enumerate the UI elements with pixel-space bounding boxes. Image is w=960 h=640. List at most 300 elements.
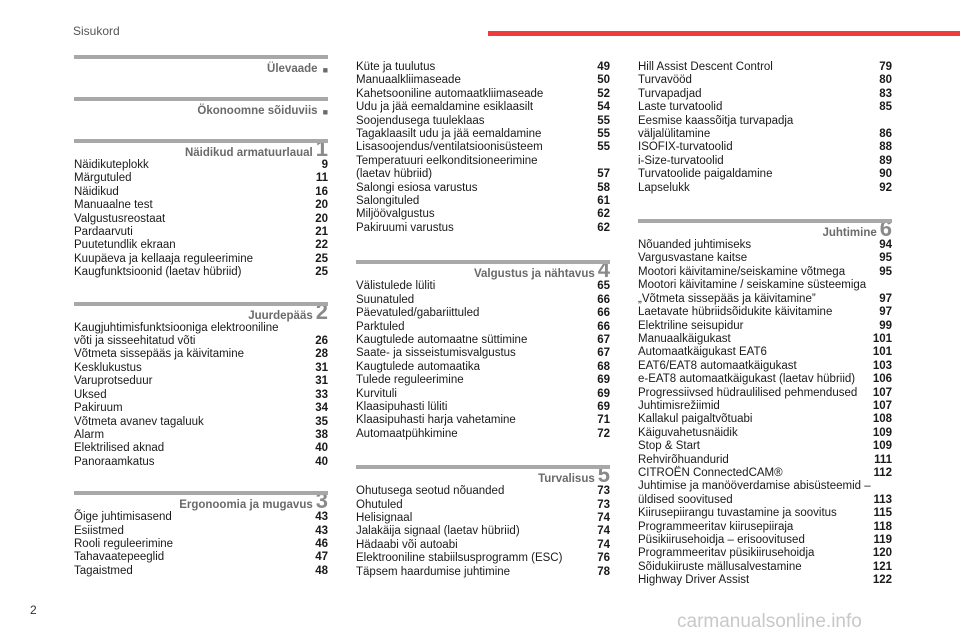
toc-entry[interactable] (638, 266, 892, 279)
toc-column-2 (356, 55, 610, 579)
toc-entry[interactable] (356, 388, 610, 401)
toc-entry-page: 28 (315, 348, 328, 361)
toc-entry-title: Kaugjuhtimisfunktsiooniga elektrooniline (74, 321, 279, 334)
toc-entry[interactable] (74, 322, 328, 335)
toc-entry[interactable] (356, 539, 610, 552)
toc-entry[interactable] (356, 552, 610, 565)
toc-entry-list (74, 322, 328, 469)
toc-entry-page: 54 (597, 101, 610, 114)
toc-entry-title: Programmeeritav püsikiirusehoidja (638, 547, 815, 560)
toc-entry-page: 106 (872, 373, 892, 386)
section-title[interactable]: Turvalisus (538, 473, 595, 486)
toc-entry-page: 80 (879, 74, 892, 87)
toc-entry-title: Märgutuled (74, 172, 132, 185)
toc-entry[interactable] (356, 155, 610, 168)
toc-entry[interactable] (356, 182, 610, 195)
toc-entry[interactable] (638, 293, 892, 306)
section-title[interactable]: Juhtimine (822, 227, 877, 240)
toc-entry[interactable] (356, 428, 610, 441)
toc-entry-page: 119 (873, 534, 892, 546)
toc-entry[interactable] (74, 213, 328, 226)
toc-entry[interactable] (74, 416, 328, 429)
toc-entry-page: 107 (872, 399, 892, 412)
toc-entry[interactable] (638, 400, 892, 413)
toc-entry[interactable] (638, 494, 892, 507)
toc-entry-page: 112 (873, 466, 892, 479)
toc-entry-page: 66 (597, 307, 610, 320)
toc-entry-page: 115 (873, 507, 892, 520)
section-rule (356, 260, 610, 264)
toc-entry-page: 33 (315, 388, 328, 401)
section-title[interactable]: Ökonoomne sõiduviis (197, 105, 318, 117)
toc-entry-title: Kaugtulede automaatne süttimine (356, 333, 528, 346)
toc-entry-title: Valgustusreostaat (74, 212, 166, 225)
toc-entry-page: 26 (315, 335, 328, 348)
toc-entry[interactable] (638, 182, 892, 195)
toc-entry-page: 97 (879, 292, 892, 305)
toc-entry[interactable] (638, 155, 892, 168)
toc-entry-page: 109 (872, 426, 892, 439)
toc-entry-title: Kaugfunktsioonid (laetav hübriid) (74, 266, 242, 279)
square-bullet-icon: ■ (322, 65, 328, 75)
toc-entry-page: 99 (879, 319, 892, 332)
toc-entry[interactable] (356, 347, 610, 360)
toc-entry-title: Udu ja jää eemaldamine esiklaasilt (356, 101, 534, 114)
toc-entry-page: 69 (597, 374, 610, 387)
toc-entry-page: 88 (879, 141, 892, 154)
toc-entry-page: 25 (315, 252, 328, 265)
toc-entry-title: Miljöövalgustus (356, 208, 435, 221)
toc-entry[interactable] (638, 320, 892, 333)
toc-entry-title: Mootori käivitamine/seiskamine võtmega (638, 265, 846, 278)
section-number: 3 (315, 488, 328, 514)
toc-entry[interactable] (638, 168, 892, 181)
toc-entry-title: Manuaalne test (74, 199, 153, 212)
toc-entry-title: Kahetsooniline automaatkliimaseade (356, 87, 544, 100)
toc-entry-title: Suunatuled (356, 293, 415, 306)
toc-entry-page: 79 (879, 61, 892, 73)
toc-entry-title: Kuupäeva ja kellaaja reguleerimine (74, 252, 254, 265)
toc-entry-title: Manuaalkäigukast (638, 332, 731, 345)
toc-entry[interactable] (638, 507, 892, 520)
toc-entry-page: 66 (597, 293, 610, 306)
section-title[interactable]: Valgustus ja nähtavus (473, 268, 595, 281)
toc-entry-title: Püsikiirusehoidja – erisoovitused (638, 534, 805, 546)
toc-entry[interactable] (638, 561, 892, 574)
section-rule (638, 219, 892, 223)
toc-entry-page: 31 (315, 375, 328, 388)
toc-entry[interactable] (356, 401, 610, 414)
toc-entry-page: 35 (315, 415, 328, 428)
toc-entry-list (638, 61, 892, 195)
toc-entry-page: 65 (597, 280, 610, 293)
toc-entry-title: Hill Assist Descent Control (638, 61, 773, 73)
toc-entry-page: 74 (597, 538, 610, 551)
toc-section (74, 136, 328, 280)
section-title[interactable]: Ülevaade (267, 63, 318, 75)
toc-entry[interactable] (638, 141, 892, 154)
toc-entry-title: Tahavaatepeeglid (74, 551, 165, 564)
toc-entry-page: 34 (315, 402, 328, 415)
toc-entry-page: 22 (315, 239, 328, 252)
toc-entry-page: 43 (315, 524, 328, 537)
toc-entry[interactable] (638, 333, 892, 346)
toc-entry-page: 76 (597, 552, 610, 565)
toc-entry-title: e-EAT8 automaatkäigukast (laetav hübriid) (638, 373, 856, 386)
toc-entry[interactable] (638, 88, 892, 101)
toc-entry-title: Alarm (74, 428, 105, 441)
toc-entry-title: Salongi esiosa varustus (356, 181, 478, 194)
toc-entry[interactable] (74, 442, 328, 455)
toc-entry-title: CITROËN ConnectedCAM® (638, 466, 783, 479)
toc-entry-page: 74 (597, 525, 610, 538)
toc-entry-title: Lisasoojendus/ventilatsioonisüsteem (356, 141, 543, 154)
toc-entry-page: 46 (315, 537, 328, 550)
toc-entry-title: Uksed (74, 388, 107, 401)
toc-entry[interactable] (74, 226, 328, 239)
toc-entry-page: 108 (872, 413, 892, 426)
toc-entry-title: Turvatoolide paigaldamine (638, 168, 773, 181)
toc-entry-title: ISOFIX-turvatoolid (638, 141, 733, 154)
toc-entry-title: Panoraamkatus (74, 455, 155, 468)
toc-entry-title: Turvavööd (638, 74, 692, 87)
toc-entry[interactable] (638, 440, 892, 453)
toc-entry[interactable] (74, 511, 328, 524)
toc-entry-title: Võtmeta avanev tagaluuk (74, 415, 204, 428)
toc-entry[interactable] (74, 239, 328, 252)
toc-entry[interactable] (356, 525, 610, 538)
toc-entry[interactable] (74, 551, 328, 564)
toc-entry-title: Juhtimisrežiimid (638, 399, 720, 412)
toc-entry-page: 16 (315, 185, 328, 198)
toc-entry-page: 103 (872, 359, 892, 372)
toc-entry[interactable] (74, 266, 328, 279)
toc-entry-page: 83 (879, 87, 892, 100)
toc-entry[interactable] (356, 195, 610, 208)
toc-entry-page: 66 (597, 320, 610, 333)
toc-entry[interactable] (638, 534, 892, 547)
toc-section (356, 61, 610, 235)
toc-entry-page: 57 (597, 168, 610, 181)
toc-entry[interactable] (356, 321, 610, 334)
toc-entry-page: 68 (597, 360, 610, 373)
toc-entry[interactable] (74, 186, 328, 199)
toc-entry[interactable] (638, 115, 892, 142)
toc-entry-page: 72 (597, 427, 610, 440)
toc-entry-page: 107 (872, 386, 892, 399)
toc-entry-title: Kesklukustus (74, 361, 142, 374)
toc-entry-title: Laetavate hübriidsõidukite käivitamine (638, 306, 833, 319)
toc-entry-page: 48 (315, 564, 328, 577)
toc-entry[interactable] (74, 253, 328, 266)
toc-section (74, 488, 328, 578)
toc-entry[interactable] (638, 413, 892, 426)
toc-entry[interactable] (356, 485, 610, 498)
toc-entry-page: 73 (597, 498, 610, 511)
toc-entry-title: Käiguvahetusnäidik (638, 426, 738, 439)
section-title[interactable]: Juurdepääs (248, 309, 313, 322)
toc-entry-title: Jalakäija signaal (laetav hübriid) (356, 525, 520, 538)
toc-entry-page: 74 (597, 511, 610, 524)
toc-entry[interactable] (74, 159, 328, 172)
toc-entry-list (356, 280, 610, 441)
toc-entry-title: Klaasipuhasti lüliti (356, 400, 448, 413)
toc-entry-list (638, 239, 892, 588)
toc-section (74, 298, 328, 469)
toc-entry-title: Helisignaal (356, 511, 413, 524)
section-number: 6 (879, 216, 892, 242)
toc-entry[interactable] (638, 547, 892, 560)
section-rule (74, 302, 328, 306)
toc-entry[interactable] (638, 61, 892, 74)
toc-entry-list (356, 485, 610, 579)
toc-entry-title: Nõuanded juhtimiseks (638, 239, 752, 252)
toc-entry-title: Manuaalkliimaseade (356, 74, 461, 87)
toc-entry-title: Välistulede lüliti (356, 280, 436, 293)
toc-entry[interactable] (356, 361, 610, 374)
toc-entry-page: 71 (597, 414, 610, 427)
toc-entry-page: 118 (873, 520, 892, 533)
toc-entry-page: 40 (315, 455, 328, 468)
toc-entry-title: Võtmeta sissepääs ja käivitamine (74, 348, 245, 361)
toc-entry[interactable] (74, 348, 328, 361)
toc-entry-title: Kurvituli (356, 387, 397, 400)
toc-entry-page: 92 (879, 181, 892, 194)
toc-entry-title: Eesmise kaassõitja turvapadja väljalülitamine (638, 114, 794, 141)
toc-entry-title: Stop & Start (638, 440, 701, 453)
toc-entry[interactable] (74, 335, 328, 348)
toc-entry-page: 94 (879, 239, 892, 252)
toc-entry-title: Laste turvatoolid (638, 101, 723, 114)
toc-entry-page: 122 (872, 574, 892, 587)
toc-entry-page: 95 (879, 265, 892, 278)
toc-entry-page: 55 (597, 128, 610, 141)
toc-entry[interactable] (74, 429, 328, 442)
watermark: carmanualsonline.info (677, 611, 862, 632)
toc-entry-title: Rooli reguleerimine (74, 537, 174, 550)
toc-entry-page: 9 (321, 159, 328, 171)
toc-entry-title: Täpsem haardumise juhtimine (356, 565, 511, 578)
toc-entry[interactable] (356, 566, 610, 579)
toc-entry-title: Varuprotseduur (74, 375, 153, 388)
toc-entry-page: 89 (879, 154, 892, 167)
toc-entry-title: Tulede reguleerimine (356, 374, 464, 387)
section-rule (74, 55, 328, 59)
toc-entry-page: 67 (597, 347, 610, 360)
toc-entry[interactable] (638, 521, 892, 534)
toc-entry-title: Näidikud (74, 185, 119, 198)
toc-section (74, 55, 328, 75)
toc-entry-title: Mootori käivitamine / seiskamine süsteemiga (638, 279, 867, 292)
toc-entry-title: Kaugtulede automaatika (356, 360, 481, 373)
toc-entry[interactable] (74, 199, 328, 212)
toc-entry[interactable] (356, 208, 610, 221)
toc-entry[interactable] (356, 115, 610, 128)
toc-entry[interactable] (74, 375, 328, 388)
toc-entry-page: 50 (597, 74, 610, 87)
toc-entry[interactable] (356, 280, 610, 293)
toc-entry-page: 20 (315, 199, 328, 212)
toc-entry-page: 62 (597, 208, 610, 221)
toc-entry-page: 47 (315, 551, 328, 564)
toc-entry[interactable] (356, 512, 610, 525)
section-rule (74, 491, 328, 495)
toc-entry[interactable] (638, 387, 892, 400)
page-number: 2 (30, 603, 37, 617)
section-number: 2 (315, 298, 328, 324)
toc-entry-list (74, 511, 328, 578)
toc-entry[interactable] (356, 307, 610, 320)
toc-entry-title: Esiistmed (74, 524, 124, 537)
toc-entry[interactable] (74, 456, 328, 469)
toc-entry[interactable] (356, 222, 610, 235)
toc-entry-page: 61 (597, 195, 610, 208)
toc-entry-title: Sõidukiiruste mällusalvestamine (638, 560, 802, 573)
toc-entry-page: 78 (597, 565, 610, 578)
toc-entry-title: Õige juhtimisasend (74, 511, 172, 524)
toc-entry[interactable] (638, 360, 892, 373)
toc-entry[interactable] (638, 101, 892, 114)
toc-entry-page: 97 (879, 306, 892, 319)
toc-entry-title: Elektriline seisupidur (638, 319, 744, 332)
toc-entry-title: Kiirusepiirangu tuvastamine ja soovitus (638, 507, 837, 520)
toc-entry-title: Vargusvastane kaitse (638, 252, 748, 265)
toc-entry-page: 85 (879, 101, 892, 114)
toc-entry[interactable] (638, 574, 892, 587)
toc-entry[interactable] (356, 141, 610, 154)
toc-entry-list (74, 159, 328, 280)
toc-entry-title: üldised soovitused (638, 493, 733, 506)
toc-entry[interactable] (638, 279, 892, 292)
section-number: 5 (597, 462, 610, 488)
toc-column-1 (74, 55, 328, 578)
toc-entry[interactable] (74, 402, 328, 415)
section-rule (74, 97, 328, 101)
toc-entry-title: Hädaabi või autoabi (356, 538, 458, 551)
section-title[interactable]: Näidikud armatuurlaual (184, 147, 313, 159)
toc-entry[interactable] (638, 306, 892, 319)
toc-entry-page: 69 (597, 387, 610, 400)
toc-section (74, 97, 328, 117)
toc-entry[interactable] (356, 374, 610, 387)
toc-entry-page: 86 (879, 128, 892, 141)
toc-entry[interactable] (74, 538, 328, 551)
toc-entry-title: Parktuled (356, 320, 405, 333)
section-rule (356, 465, 610, 469)
toc-entry-page: 113 (873, 493, 892, 506)
toc-entry-page: 43 (315, 511, 328, 524)
page-header-title: Sisukord (73, 24, 120, 38)
toc-entry-title: Tagaistmed (74, 564, 133, 577)
toc-entry[interactable] (356, 334, 610, 347)
toc-entry-page: 73 (597, 485, 610, 498)
toc-entry-title: Küte ja tuulutus (356, 61, 436, 73)
toc-entry-title: Tagaklaasilt udu ja jää eemaldamine (356, 128, 542, 141)
toc-entry[interactable] (638, 239, 892, 252)
section-rule (74, 139, 328, 143)
toc-entry-page: 31 (315, 361, 328, 374)
toc-entry-page: 101 (872, 332, 892, 345)
toc-section (356, 257, 610, 441)
toc-entry[interactable] (638, 454, 892, 467)
toc-entry-title: Turvapadjad (638, 87, 702, 100)
toc-entry-title: Klaasipuhasti harja vahetamine (356, 414, 516, 427)
toc-entry[interactable] (356, 101, 610, 114)
toc-section (638, 216, 892, 588)
toc-entry-title: EAT6/EAT8 automaatkäigukast (638, 359, 797, 372)
toc-entry[interactable] (356, 128, 610, 141)
toc-entry-title: Automaatpühkimine (356, 427, 458, 440)
toc-entry-title: Salongituled (356, 195, 420, 208)
toc-entry[interactable] (638, 427, 892, 440)
toc-entry-page: 55 (597, 141, 610, 154)
toc-entry[interactable] (356, 74, 610, 87)
toc-entry[interactable] (356, 168, 610, 181)
toc-column-3 (638, 55, 892, 588)
toc-entry-title: Elektrooniline stabiilsusprogramm (ESC) (356, 552, 563, 565)
toc-entry[interactable] (74, 172, 328, 185)
section-title[interactable]: Ergonoomia ja mugavus (179, 499, 313, 512)
toc-entry[interactable] (356, 414, 610, 427)
toc-entry-title: Kallakul paigaltvõtuabi (638, 413, 753, 426)
toc-entry-page: 67 (597, 333, 610, 346)
toc-entry-title: Rehvirõhuandurid (638, 453, 729, 466)
toc-entry-title: Ohutuled (356, 498, 403, 511)
toc-entry[interactable] (638, 467, 892, 480)
toc-entry[interactable] (638, 74, 892, 87)
toc-entry[interactable] (356, 499, 610, 512)
toc-section (638, 61, 892, 195)
toc-entry-page: 109 (872, 440, 892, 453)
toc-entry-title: Puutetundlik ekraan (74, 239, 176, 252)
toc-entry-title: Elektrilised aknad (74, 442, 165, 455)
toc-entry[interactable] (638, 373, 892, 386)
toc-entry-title: „Võtmeta sissepääs ja käivitamine” (638, 292, 816, 305)
toc-entry[interactable] (74, 525, 328, 538)
toc-entry-page: 21 (315, 226, 328, 239)
toc-entry-title: Näidikuteplokk (74, 159, 149, 171)
toc-entry-page: 101 (872, 346, 892, 359)
toc-entry-title: Pakiruum (74, 402, 123, 415)
toc-entry-title: Ohutusega seotud nõuanded (356, 485, 505, 498)
toc-entry[interactable] (74, 389, 328, 402)
toc-entry-title: Päevatuled/gabariittuled (356, 307, 480, 320)
toc-entry-title: Highway Driver Assist (638, 574, 750, 587)
toc-entry[interactable] (638, 346, 892, 359)
square-bullet-icon: ■ (322, 107, 328, 117)
toc-entry-page: 90 (879, 168, 892, 181)
toc-entry-page: 40 (315, 442, 328, 455)
toc-entry[interactable] (74, 362, 328, 375)
toc-entry-title: Temperatuuri eelkonditsioneerimine (356, 154, 538, 167)
toc-entry[interactable] (356, 294, 610, 307)
toc-entry-page: 20 (315, 212, 328, 225)
toc-entry[interactable] (74, 565, 328, 578)
toc-entry[interactable] (356, 61, 610, 74)
toc-entry-page: 49 (597, 61, 610, 73)
section-number: 4 (597, 257, 610, 283)
toc-entry-title: Pardaarvuti (74, 226, 133, 239)
toc-entry-page: 120 (872, 547, 892, 560)
toc-entry-title: (laetav hübriid) (356, 168, 433, 181)
toc-section (356, 462, 610, 579)
toc-entry[interactable] (638, 252, 892, 265)
toc-entry-title: Pakiruumi varustus (356, 221, 454, 234)
toc-entry-page: 121 (872, 560, 892, 573)
toc-entry-page: 25 (315, 266, 328, 279)
toc-entry[interactable] (356, 88, 610, 101)
toc-entry[interactable] (638, 480, 892, 493)
